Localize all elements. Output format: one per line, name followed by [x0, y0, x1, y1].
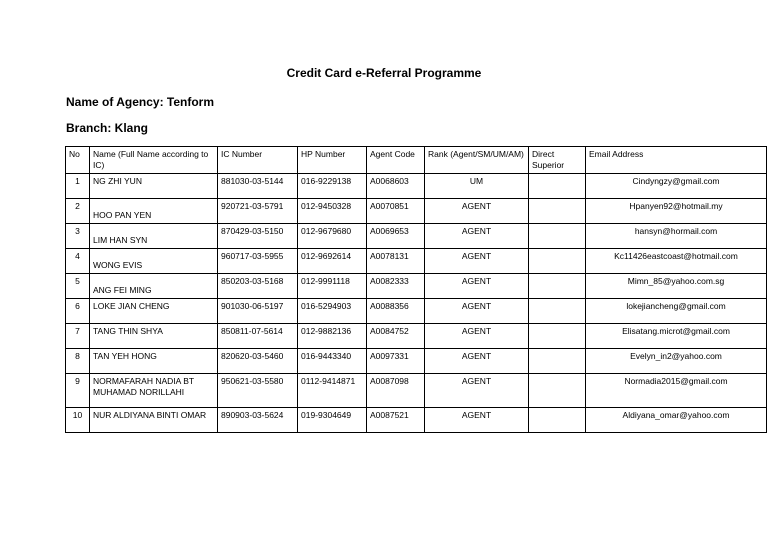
cell-name: HOO PAN YEN: [90, 199, 218, 224]
cell-name: WONG EVIS: [90, 249, 218, 274]
cell-rank: AGENT: [425, 374, 529, 408]
cell-no: 10: [66, 408, 90, 433]
cell-agent-code: A0082333: [367, 274, 425, 299]
cell-email: Evelyn_in2@yahoo.com: [586, 349, 767, 374]
cell-ic-number: 881030-03-5144: [218, 174, 298, 199]
cell-direct-superior: [529, 224, 586, 249]
header-agent-code: Agent Code: [367, 147, 425, 174]
header-rank: Rank (Agent/SM/UM/AM): [425, 147, 529, 174]
cell-hp-number: 016-9229138: [298, 174, 367, 199]
cell-rank: UM: [425, 174, 529, 199]
cell-no: 7: [66, 324, 90, 349]
cell-name: LOKE JIAN CHENG: [90, 299, 218, 324]
cell-direct-superior: [529, 408, 586, 433]
table-row: [66, 249, 767, 274]
cell-no: 4: [66, 249, 90, 274]
cell-ic-number: 850203-03-5168: [218, 274, 298, 299]
cell-email: hansyn@hormail.com: [586, 224, 767, 249]
header-hp-number: HP Number: [298, 147, 367, 174]
table-header-row: [66, 147, 767, 174]
cell-rank: AGENT: [425, 299, 529, 324]
cell-ic-number: 960717-03-5955: [218, 249, 298, 274]
cell-email: Elisatang.microt@gmail.com: [586, 324, 767, 349]
table-row: [66, 274, 767, 299]
cell-rank: AGENT: [425, 249, 529, 274]
cell-agent-code: A0068603: [367, 174, 425, 199]
cell-hp-number: 012-9450328: [298, 199, 367, 224]
cell-email: Cindyngzy@gmail.com: [586, 174, 767, 199]
cell-name: NG ZHI YUN: [90, 174, 218, 199]
cell-direct-superior: [529, 249, 586, 274]
header-email: Email Address: [586, 147, 767, 174]
cell-email: Normadia2015@gmail.com: [586, 374, 767, 408]
cell-agent-code: A0078131: [367, 249, 425, 274]
table-row: [66, 224, 767, 249]
cell-hp-number: 016-5294903: [298, 299, 367, 324]
branch-name: Branch: Klang: [66, 121, 149, 135]
header-no: No: [66, 147, 90, 174]
table-row: [66, 199, 767, 224]
cell-agent-code: A0069653: [367, 224, 425, 249]
cell-direct-superior: [529, 324, 586, 349]
header-direct-superior: Direct Superior: [529, 147, 586, 174]
table-row: [66, 324, 767, 349]
header-name: Name (Full Name according to IC): [90, 147, 218, 174]
cell-direct-superior: [529, 199, 586, 224]
cell-ic-number: 820620-03-5460: [218, 349, 298, 374]
cell-agent-code: A0087521: [367, 408, 425, 433]
cell-hp-number: 019-9304649: [298, 408, 367, 433]
cell-hp-number: 012-9882136: [298, 324, 367, 349]
cell-agent-code: A0084752: [367, 324, 425, 349]
cell-hp-number: 0112-9414871: [298, 374, 367, 408]
table-row: [66, 299, 767, 324]
cell-no: 8: [66, 349, 90, 374]
cell-email: lokejiancheng@gmail.com: [586, 299, 767, 324]
cell-email: Mimn_85@yahoo.com.sg: [586, 274, 767, 299]
cell-no: 3: [66, 224, 90, 249]
cell-agent-code: A0097331: [367, 349, 425, 374]
cell-ic-number: 890903-03-5624: [218, 408, 298, 433]
table-row: [66, 408, 767, 433]
cell-name: LIM HAN SYN: [90, 224, 218, 249]
cell-rank: AGENT: [425, 199, 529, 224]
cell-rank: AGENT: [425, 224, 529, 249]
cell-no: 5: [66, 274, 90, 299]
cell-direct-superior: [529, 274, 586, 299]
cell-rank: AGENT: [425, 274, 529, 299]
cell-rank: AGENT: [425, 408, 529, 433]
cell-email: Kc11426eastcoast@hotmail.com: [586, 249, 767, 274]
cell-ic-number: 950621-03-5580: [218, 374, 298, 408]
cell-hp-number: 012-9679680: [298, 224, 367, 249]
cell-rank: AGENT: [425, 324, 529, 349]
cell-ic-number: 920721-03-5791: [218, 199, 298, 224]
table-row: [66, 374, 767, 408]
document-title: Credit Card e-Referral Programme: [286, 66, 482, 80]
cell-agent-code: A0088356: [367, 299, 425, 324]
header-ic-number: IC Number: [218, 147, 298, 174]
cell-agent-code: A0087098: [367, 374, 425, 408]
cell-ic-number: 870429-03-5150: [218, 224, 298, 249]
referral-table: [65, 146, 767, 433]
cell-email: Hpanyen92@hotmail.my: [586, 199, 767, 224]
cell-no: 9: [66, 374, 90, 408]
cell-name: NUR ALDIYANA BINTI OMAR: [90, 408, 218, 433]
table-row: [66, 349, 767, 374]
cell-name: TAN YEH HONG: [90, 349, 218, 374]
cell-ic-number: 850811-07-5614: [218, 324, 298, 349]
cell-direct-superior: [529, 349, 586, 374]
cell-direct-superior: [529, 374, 586, 408]
cell-hp-number: 012-9692614: [298, 249, 367, 274]
cell-agent-code: A0070851: [367, 199, 425, 224]
cell-name: NORMAFARAH NADIA BT MUHAMAD NORILLAHI: [90, 374, 218, 408]
cell-email: Aldiyana_omar@yahoo.com: [586, 408, 767, 433]
cell-no: 1: [66, 174, 90, 199]
cell-direct-superior: [529, 299, 586, 324]
cell-no: 2: [66, 199, 90, 224]
cell-direct-superior: [529, 174, 586, 199]
cell-hp-number: 012-9991118: [298, 274, 367, 299]
cell-hp-number: 016-9443340: [298, 349, 367, 374]
agency-name: Name of Agency: Tenform: [66, 95, 215, 109]
cell-ic-number: 901030-06-5197: [218, 299, 298, 324]
cell-no: 6: [66, 299, 90, 324]
cell-name: TANG THIN SHYA: [90, 324, 218, 349]
cell-rank: AGENT: [425, 349, 529, 374]
table-row: [66, 174, 767, 199]
cell-name: ANG FEI MING: [90, 274, 218, 299]
